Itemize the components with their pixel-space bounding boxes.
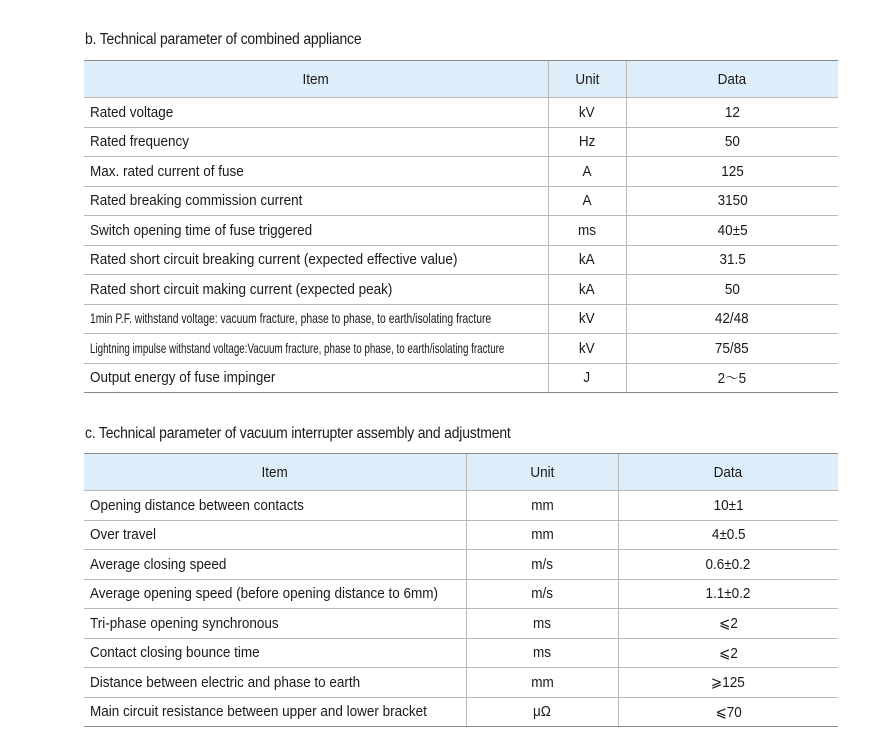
table-row [84, 216, 838, 246]
row-data: 3150 [626, 186, 838, 216]
table-header-row [84, 61, 838, 98]
row-item: 1min P.F. withstand voltage: vacuum fracture, phase to phase, to earth/isolating fracture [84, 304, 548, 334]
row-unit: m/s [466, 579, 618, 609]
header-item: Item [84, 61, 548, 98]
row-data: ⩾125 [618, 668, 838, 698]
row-unit: μΩ [466, 697, 618, 727]
table-header-row [84, 454, 838, 491]
row-item: Rated voltage [84, 98, 548, 128]
table-row [84, 491, 838, 521]
table-row [84, 127, 838, 157]
table-row [84, 245, 838, 275]
row-unit: kV [548, 304, 626, 334]
row-data: 1.1±0.2 [618, 579, 838, 609]
table-row [84, 275, 838, 305]
row-unit: ms [466, 638, 618, 668]
row-unit: ms [466, 609, 618, 639]
row-item: Opening distance between contacts [84, 491, 466, 521]
row-item: Over travel [84, 520, 466, 550]
table-row [84, 157, 838, 187]
row-unit: ms [548, 216, 626, 246]
row-item: Contact closing bounce time [84, 638, 466, 668]
row-unit: A [548, 186, 626, 216]
header-unit: Unit [466, 454, 618, 491]
row-data: ⩽70 [618, 697, 838, 727]
row-item: Average opening speed (before opening distance to 6mm) [84, 579, 466, 609]
table-row [84, 609, 838, 639]
row-data: 50 [626, 127, 838, 157]
row-unit: m/s [466, 550, 618, 580]
row-data: 12 [626, 98, 838, 128]
table-row [84, 304, 838, 334]
row-data: 75/85 [626, 334, 838, 364]
row-unit: A [548, 157, 626, 187]
row-data: 10±1 [618, 491, 838, 521]
vacuum-interrupter-table [84, 453, 838, 727]
row-data: 42/48 [626, 304, 838, 334]
table-row [84, 579, 838, 609]
header-unit: Unit [548, 61, 626, 98]
header-item: Item [84, 454, 466, 491]
row-item: Rated short circuit breaking current (expected effective value) [84, 245, 548, 275]
row-data: 50 [626, 275, 838, 305]
header-data: Data [626, 61, 838, 98]
row-item: Rated frequency [84, 127, 548, 157]
row-data: 31.5 [626, 245, 838, 275]
row-unit: kA [548, 245, 626, 275]
row-item: Main circuit resistance between upper and lower bracket [84, 697, 466, 727]
row-item: Lightning impulse withstand voltage:Vacuum fracture, phase to phase, to earth/isolating fracture [84, 334, 548, 364]
row-item: Distance between electric and phase to earth [84, 668, 466, 698]
table-row [84, 697, 838, 727]
header-data: Data [618, 454, 838, 491]
row-item: Rated breaking commission current [84, 186, 548, 216]
table-row [84, 186, 838, 216]
row-unit: kV [548, 334, 626, 364]
table-row [84, 98, 838, 128]
row-data: 4±0.5 [618, 520, 838, 550]
row-item: Switch opening time of fuse triggered [84, 216, 548, 246]
row-data: 125 [626, 157, 838, 187]
row-data: ⩽2 [618, 609, 838, 639]
row-unit: J [548, 363, 626, 393]
row-data: 0.6±0.2 [618, 550, 838, 580]
table-row [84, 334, 838, 364]
table-row [84, 668, 838, 698]
section-c-title: c. Technical parameter of vacuum interrupter assembly and adjustment [85, 425, 511, 442]
row-unit: Hz [548, 127, 626, 157]
row-item: Output energy of fuse impinger [84, 363, 548, 393]
row-item: Max. rated current of fuse [84, 157, 548, 187]
table-row [84, 363, 838, 393]
row-data: 2～5 [626, 363, 838, 393]
row-unit: mm [466, 520, 618, 550]
row-item: Average closing speed [84, 550, 466, 580]
combined-appliance-table [84, 60, 838, 393]
row-item: Rated short circuit making current (expected peak) [84, 275, 548, 305]
row-data: ⩽2 [618, 638, 838, 668]
table-row [84, 550, 838, 580]
row-unit: kV [548, 98, 626, 128]
row-unit: mm [466, 668, 618, 698]
table-row [84, 638, 838, 668]
table-row [84, 520, 838, 550]
section-b-title: b. Technical parameter of combined appliance [85, 31, 362, 48]
row-data: 40±5 [626, 216, 838, 246]
row-item: Tri-phase opening synchronous [84, 609, 466, 639]
row-unit: mm [466, 491, 618, 521]
row-unit: kA [548, 275, 626, 305]
